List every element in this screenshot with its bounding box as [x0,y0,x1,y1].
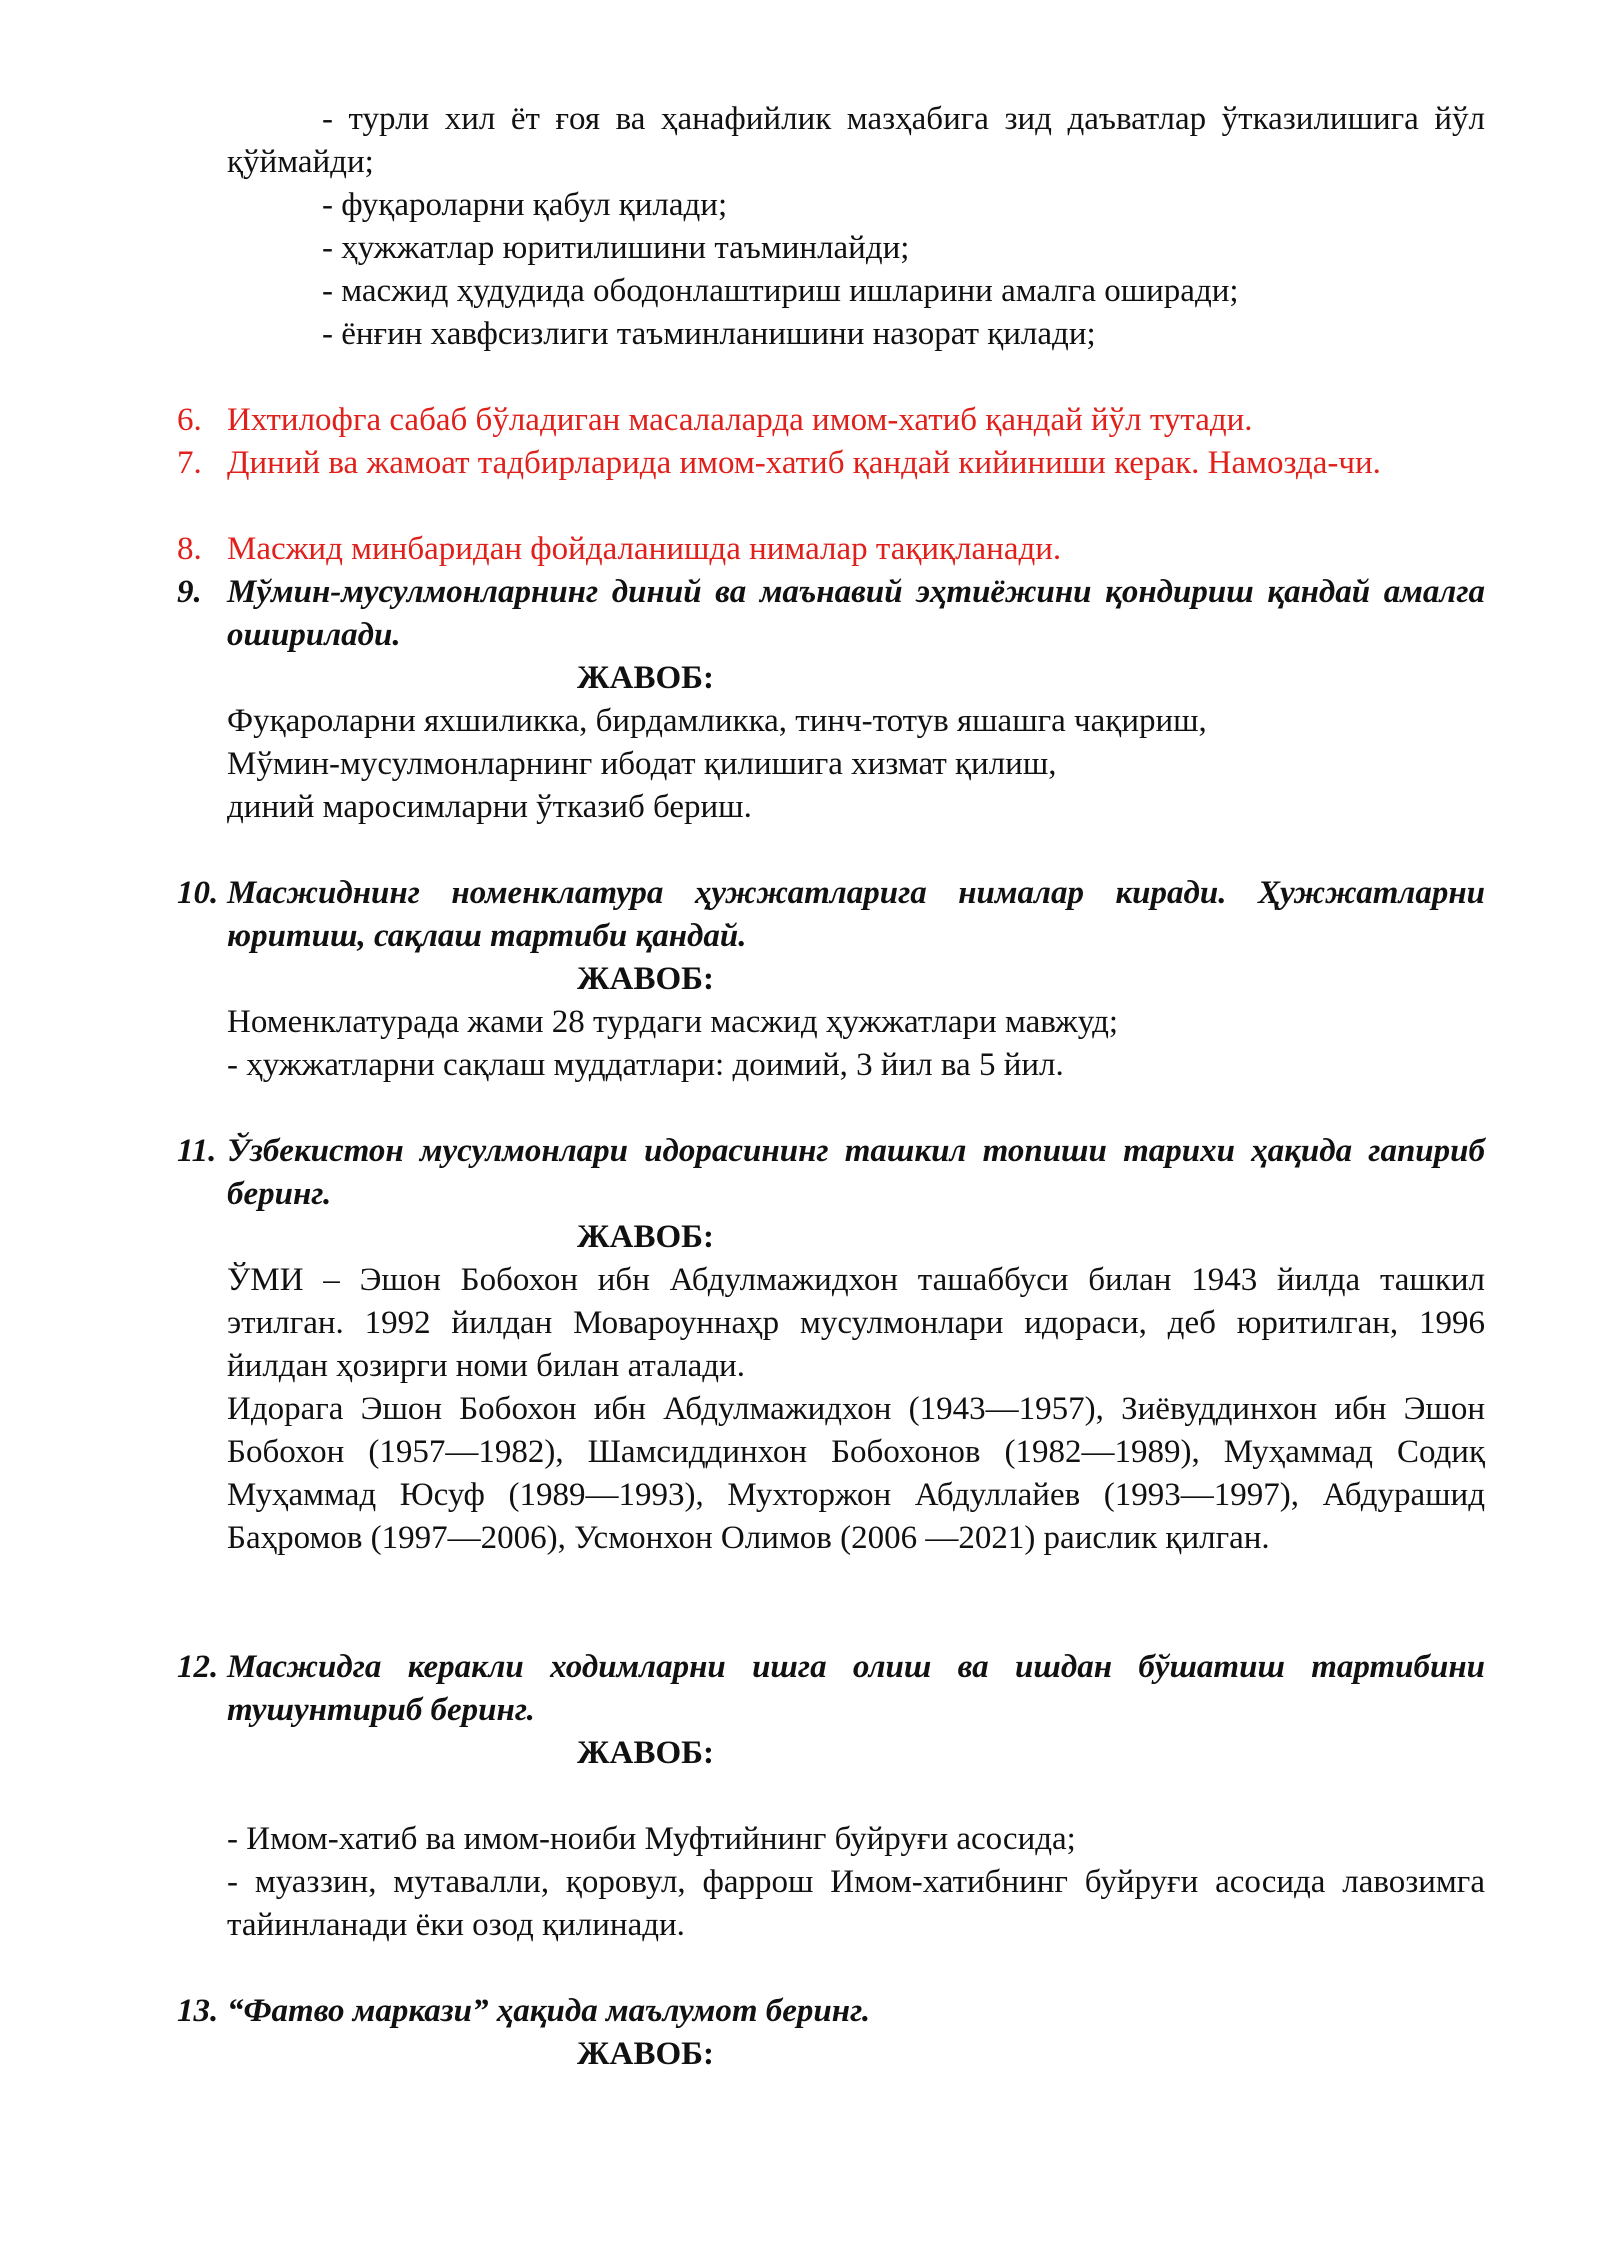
answer-line: Фуқароларни яхшиликка, бирдамликка, тинч-тотув яшашга чақириш, [227,703,1207,739]
question-8 [177,528,1485,571]
answer-line: - ҳужжатларни сақлаш муддатлари: доимий, 3 йил ва 5 йил. [227,1047,1064,1083]
intro-line-5: - ёнғин хавфсизлиги таъминланишини назорат қилади; [322,316,1096,352]
question-number: 12. [177,1649,219,1685]
question-text: Диний ва жамоат тадбирларида имом-хатиб қандай кийиниши керак. Намозда-чи. [227,445,1381,481]
question-text: Ихтилофга сабаб бўладиган масалаларда имом-хатиб қандай йўл тутади. [227,402,1253,438]
intro-line-3: - ҳужжатлар юритилишини таъминлайди; [322,230,910,266]
answer-line: диний маросимларни ўтказиб бериш. [227,789,752,825]
question-text: Мўмин-мусулмонларнинг диний ва маънавий эҳтиёжини қондириш қандай амалга оширилади. [227,574,1485,653]
answer-label: ЖАВОБ: [577,1219,714,1255]
question-number: 6. [177,402,202,438]
answer-line: - муаззин, мутавалли, қоровул, фаррош Имом-хатибнинг буйруғи асосида лавозимга тайинланади ёки озод қилинади. [227,1864,1485,1943]
question-6 [177,399,1485,442]
question-number: 13. [177,1993,219,2029]
question-number: 9. [177,574,202,610]
answer-line: Номенклатурада жами 28 турдаги масжид ҳужжатлари мавжуд; [227,1004,1119,1040]
answer-paragraph: Идорага Эшон Бобохон ибн Абдулмажидхон (1943—1957), Зиёвуддинхон ибн Эшон Бобохон (1957—1982), Шамсиддинхон Бобохонов (1982—1989), Муҳаммад Содиқ Муҳаммад Юсуф (1989—1993), Мухторжон Абдуллайев (1993—1997), Абдурашид Баҳромов (1997—2006), Усмонхон Олимов (2006 —2021) раислик қилган. [227,1391,1485,1556]
question-10 [177,872,1485,958]
answer-label: ЖАВОБ: [577,660,714,696]
question-text: “Фатво маркази” ҳақида маълумот беринг. [227,1993,871,2029]
question-13 [177,1990,1485,2033]
intro-line-2: - фуқароларни қабул қилади; [322,187,728,223]
question-text: Масжидга керакли ходимларни ишга олиш ва ишдан бўшатиш тартибини тушунтириб беринг. [227,1649,1485,1728]
answer-line: - Имом-хатиб ва имом-ноиби Муфтийнинг буйруғи асосида; [227,1821,1076,1857]
answer-line: Мўмин-мусулмонларнинг ибодат қилишига хизмат қилиш, [227,746,1057,782]
intro-line-4: - масжид ҳудудида ободонлаштириш ишларини амалга оширади; [322,273,1239,309]
question-7 [177,442,1485,485]
question-number: 11. [177,1133,217,1169]
answer-paragraph: ЎМИ – Эшон Бобохон ибн Абдулмажидхон ташаббуси билан 1943 йилда ташкил этилган. 1992 йилдан Мовароуннаҳр мусулмонлари идораси, деб юритилган, 1996 йилдан ҳозирги номи билан аталади. [227,1262,1485,1384]
question-number: 10. [177,875,219,911]
question-text: Ўзбекистон мусулмонлари идорасининг ташкил топиши тарихи ҳақида гапириб беринг. [227,1133,1485,1212]
question-12 [177,1646,1485,1732]
question-11 [177,1130,1485,1216]
question-text: Масжид минбаридан фойдаланишда нималар тақиқланади. [227,531,1062,567]
answer-label: ЖАВОБ: [577,961,714,997]
intro-line-1: - турли хил ёт ғоя ва ҳанафийлик мазҳабига зид даъватлар ўтказилишига йўл қўймайди; [227,101,1485,180]
question-9 [177,571,1485,657]
question-number: 7. [177,445,202,481]
question-number: 8. [177,531,202,567]
answer-label: ЖАВОБ: [577,2036,714,2072]
answer-label: ЖАВОБ: [577,1735,714,1771]
question-text: Масжиднинг номенклатура ҳужжатларига нималар киради. Ҳужжатларни юритиш, сақлаш тартиби қандай. [227,875,1485,954]
